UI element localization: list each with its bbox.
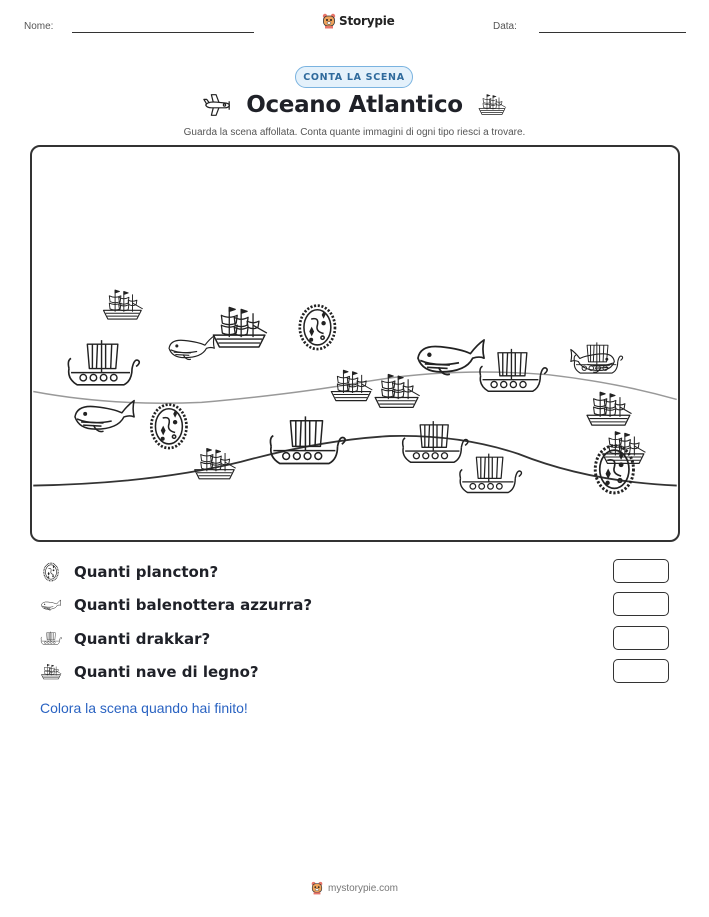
scene-ship bbox=[213, 307, 266, 347]
footer-note: Colora la scena quando hai finito! bbox=[40, 700, 248, 716]
date-label: Data: bbox=[493, 21, 517, 32]
question-row bbox=[40, 592, 670, 618]
ship-icon bbox=[477, 91, 507, 119]
storypie-logo-icon bbox=[322, 13, 336, 29]
whale-icon bbox=[40, 594, 62, 616]
scene-longship bbox=[403, 421, 468, 462]
page-title: Oceano Atlantico bbox=[246, 92, 463, 118]
plankton-icon bbox=[40, 561, 62, 583]
scene-ship bbox=[331, 370, 372, 400]
scene-whale bbox=[169, 336, 214, 360]
scene-ship bbox=[103, 290, 142, 319]
scene-longship bbox=[460, 454, 522, 493]
back-wave-line bbox=[33, 372, 676, 403]
name-label: Nome: bbox=[24, 21, 54, 32]
question-text: Quanti nave di legno? bbox=[74, 663, 259, 681]
scene-plankton bbox=[300, 306, 335, 349]
name-field-line[interactable] bbox=[72, 32, 254, 33]
longship-icon bbox=[40, 628, 62, 650]
ship-answer-box[interactable] bbox=[613, 659, 669, 683]
whale-answer-box[interactable] bbox=[613, 592, 669, 616]
date-field-line[interactable] bbox=[539, 32, 686, 33]
scene-longship bbox=[68, 340, 139, 385]
activity-badge: CONTA LA SCENA bbox=[295, 66, 413, 88]
question-text: Quanti plancton? bbox=[74, 563, 219, 581]
instructions: Guarda la scena affollata. Conta quante immagini di ogni tipo riesci a trovare. bbox=[183, 127, 526, 138]
longship-answer-box[interactable] bbox=[613, 626, 669, 650]
storypie-logo-icon bbox=[311, 881, 323, 895]
question-row bbox=[40, 559, 670, 585]
question-text: Quanti drakkar? bbox=[74, 630, 211, 648]
scene-illustration bbox=[32, 147, 678, 540]
question-text: Quanti balenottera azzurra? bbox=[74, 596, 313, 614]
question-row bbox=[40, 626, 670, 652]
footer bbox=[0, 881, 709, 895]
scene-whale bbox=[75, 401, 134, 432]
counting-scene bbox=[30, 145, 680, 542]
scene-plankton bbox=[595, 446, 633, 493]
footer-url: mystorypie.com bbox=[327, 882, 398, 894]
plane-icon bbox=[202, 91, 232, 119]
scene-plankton bbox=[151, 405, 186, 448]
brand-name: Storypie bbox=[339, 14, 395, 28]
plankton-answer-box[interactable] bbox=[613, 559, 669, 583]
ship-icon bbox=[40, 661, 62, 683]
title-row bbox=[0, 91, 709, 119]
brand bbox=[322, 13, 395, 29]
scene-whale bbox=[418, 340, 484, 375]
question-row bbox=[40, 659, 670, 685]
scene-longship bbox=[480, 349, 547, 391]
scene-ship bbox=[587, 392, 632, 425]
scene-longship bbox=[270, 416, 345, 463]
front-wave-line bbox=[33, 436, 676, 486]
